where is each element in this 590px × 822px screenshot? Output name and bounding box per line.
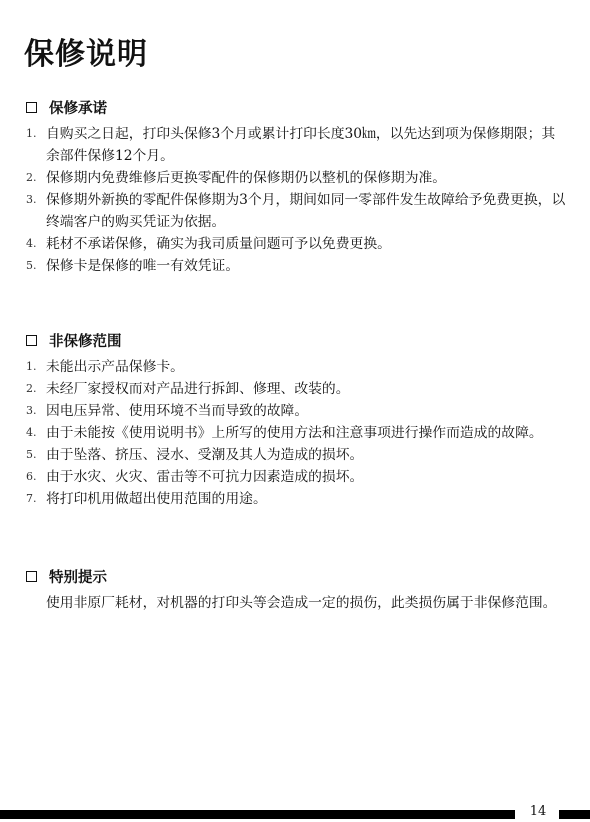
checkbox-icon bbox=[26, 571, 37, 582]
list-item bbox=[26, 466, 566, 488]
item-number: 2. bbox=[26, 382, 37, 395]
non-warranty-scope-list bbox=[26, 356, 566, 510]
list-item bbox=[26, 167, 566, 189]
item-text: 保修期内免费维修后更换零配件的保修期仍以整机的保修期为准。 bbox=[46, 170, 447, 186]
section-heading bbox=[26, 97, 566, 117]
item-number: 4. bbox=[26, 426, 37, 439]
list-item bbox=[26, 233, 566, 255]
list-item bbox=[26, 488, 566, 510]
special-notice-section bbox=[26, 566, 566, 615]
item-number: 5. bbox=[26, 259, 37, 272]
special-notice-text: 使用非原厂耗材，对机器的打印头等会造成一定的损伤，此类损伤属于非保修范围。 bbox=[46, 595, 557, 611]
page-number: 14 bbox=[529, 804, 547, 819]
non-warranty-scope-section bbox=[26, 330, 566, 510]
list-item bbox=[26, 378, 566, 400]
item-text: 由于坠落、挤压、浸水、受潮及其人为造成的损坏。 bbox=[46, 447, 364, 463]
section-heading bbox=[26, 566, 566, 586]
item-number: 4. bbox=[26, 237, 37, 250]
item-number: 5. bbox=[26, 448, 37, 461]
footer-bar-left bbox=[0, 810, 515, 819]
checkbox-icon bbox=[26, 102, 37, 113]
item-text: 保修期外新换的零配件保修期为3个月，期间如同一零部件发生故障给予免费更换，以终端客户的购买凭证为依据。 bbox=[46, 192, 566, 230]
item-number: 1. bbox=[26, 127, 37, 140]
item-text: 由于未能按《使用说明书》上所写的使用方法和注意事项进行操作而造成的故障。 bbox=[46, 425, 543, 441]
item-text: 保修卡是保修的唯一有效凭证。 bbox=[46, 258, 240, 274]
item-text: 由于水灾、火灾、雷击等不可抗力因素造成的损坏。 bbox=[46, 469, 364, 485]
list-item bbox=[26, 189, 566, 233]
item-text: 因电压异常、使用环境不当而导致的故障。 bbox=[46, 403, 309, 419]
item-number: 2. bbox=[26, 171, 37, 184]
list-item bbox=[26, 400, 566, 422]
item-number: 6. bbox=[26, 470, 37, 483]
list-item bbox=[26, 123, 566, 167]
warranty-commitment-section bbox=[26, 97, 566, 277]
item-number: 7. bbox=[26, 492, 37, 505]
footer-bar-right bbox=[559, 810, 590, 819]
list-item bbox=[26, 356, 566, 378]
item-text: 自购买之日起，打印头保修3个月或累计打印长度30㎞，以先达到项为保修期限；其余部件保修12个月。 bbox=[46, 126, 556, 164]
section-title: 非保修范围 bbox=[49, 333, 122, 350]
item-text: 耗材不承诺保修，确实为我司质量问题可予以免费更换。 bbox=[46, 236, 391, 252]
section-title: 保修承诺 bbox=[49, 100, 107, 117]
checkbox-icon bbox=[26, 335, 37, 346]
list-item bbox=[26, 255, 566, 277]
warranty-commitment-list bbox=[26, 123, 566, 277]
section-heading bbox=[26, 330, 566, 350]
page-title: 保修说明 bbox=[24, 37, 148, 72]
item-number: 3. bbox=[26, 193, 37, 206]
item-text: 未能出示产品保修卡。 bbox=[46, 359, 184, 375]
item-text: 将打印机用做超出使用范围的用途。 bbox=[46, 491, 267, 507]
item-number: 3. bbox=[26, 404, 37, 417]
list-item bbox=[26, 444, 566, 466]
item-text: 未经厂家授权而对产品进行拆卸、修理、改装的。 bbox=[46, 381, 350, 397]
section-title: 特别提示 bbox=[49, 569, 107, 586]
item-number: 1. bbox=[26, 360, 37, 373]
list-item bbox=[26, 422, 566, 444]
